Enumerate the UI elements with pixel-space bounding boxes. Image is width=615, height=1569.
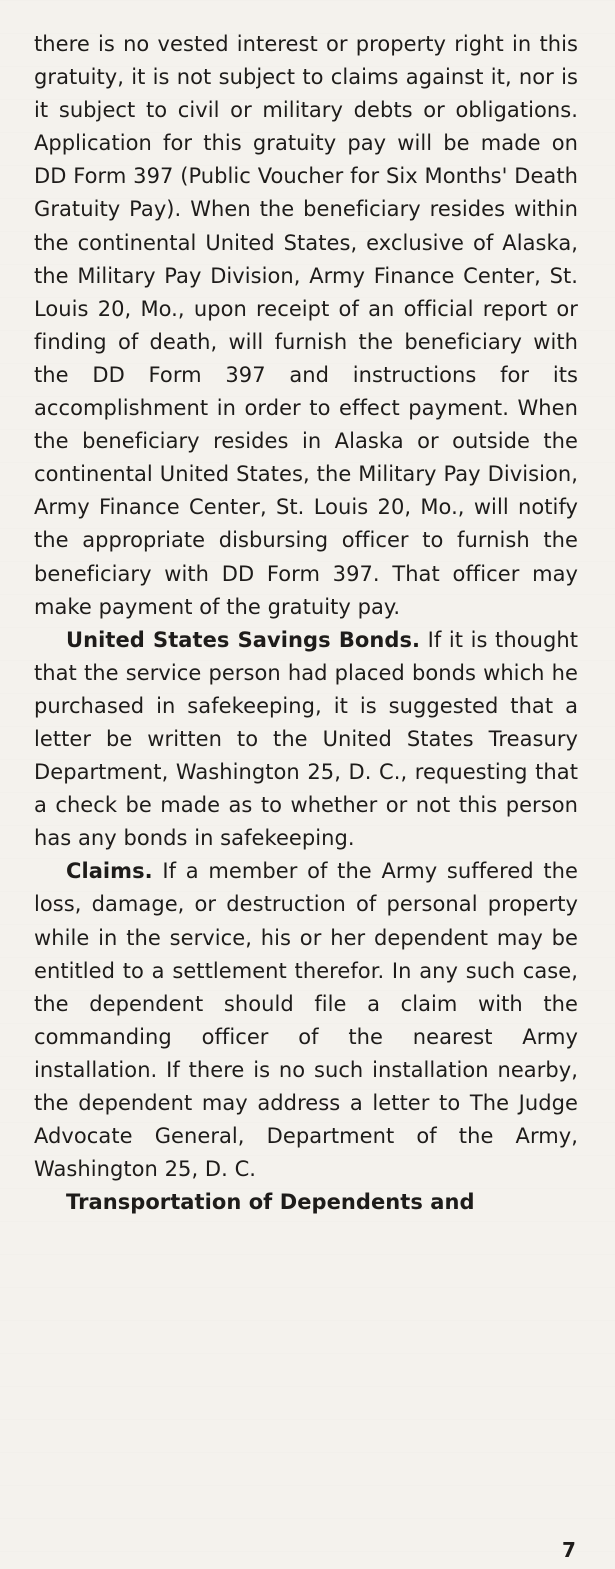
paragraph-savings-bonds [34, 624, 578, 856]
heading-transportation: Transportation of Dependents and [66, 1190, 475, 1215]
page-number: 7 [562, 1538, 576, 1562]
paragraph-claims [34, 855, 578, 1186]
heading-savings-bonds: United States Savings Bonds. [66, 627, 421, 652]
savings-bonds-text: If it is thought that the service person had placed bonds which he purchased in safekeeping, it is suggested that a letter be written to the United States Treasury Department, Washington 25, D. C., requesting that a check be made as to whether or not this person has any bonds in safekeeping. [34, 627, 578, 851]
heading-claims: Claims. [66, 859, 153, 884]
paragraph-gratuity-pay: there is no vested interest or property right in this gratuity, it is not subject to claims against it, nor is it subject to civil or military debts or obligations. Application for this gratuity pay will be made on DD Form 397 (Public Voucher for Six Months' Death Gratuity Pay). When the beneficiary resides within the continental United States, exclusive of Alaska, the Military Pay Division, Army Finance Center, St. Louis 20, Mo., upon receipt of an official report or finding of death, will furnish the beneficiary with the DD Form 397 and instructions for its accomplishment in order to effect payment. When the beneficiary resides in Alaska or outside the continental United States, the Military Pay Division, Army Finance Center, St. Louis 20, Mo., will notify the appropriate disbursing officer to furnish the beneficiary with DD Form 397. That officer may make payment of the gratuity pay. [34, 32, 578, 619]
paragraph-transportation [34, 1186, 578, 1219]
page-content [34, 28, 578, 1219]
claims-text: If a member of the Army suffered the loss, damage, or destruction of personal property while in the service, his or her dependent may be entitled to a settlement therefor. In any such case, the dependent should file a claim with the commanding officer of the nearest Army installation. If there is no such installation nearby, the dependent may address a letter to The Judge Advocate General, Department of the Army, Washington 25, D. C. [34, 859, 578, 1182]
